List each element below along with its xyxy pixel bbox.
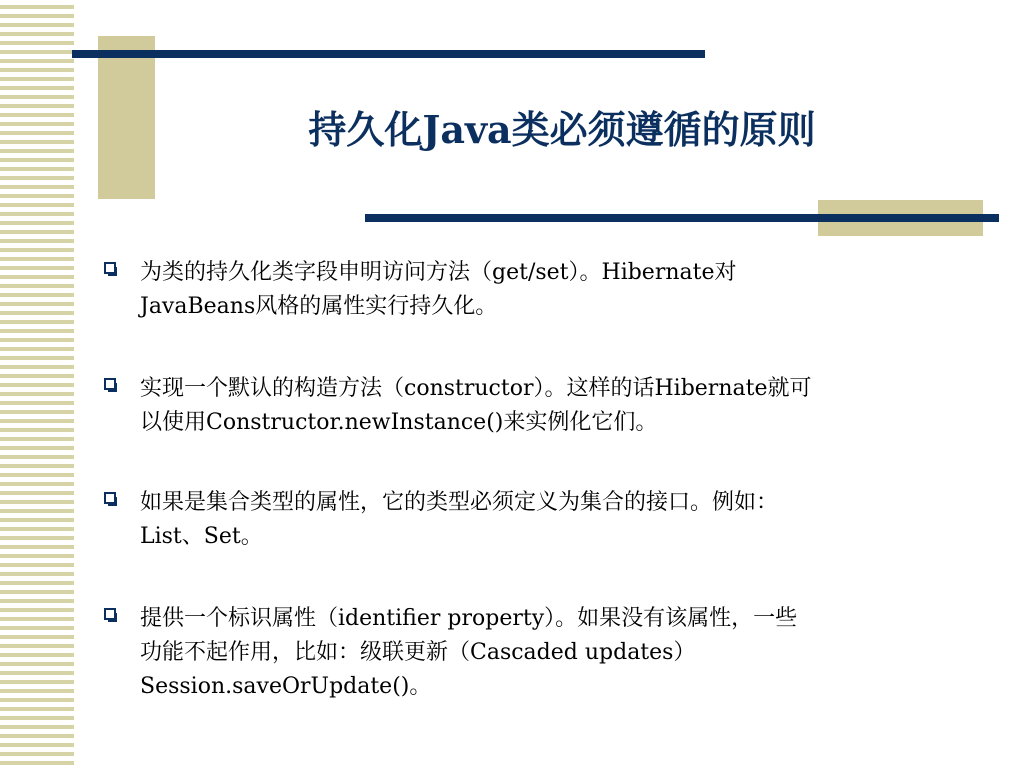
bullet-item bbox=[104, 372, 964, 440]
bullet-item bbox=[104, 486, 964, 554]
bullet-text: 提供一个标识属性（identifier property）。如果没有该属性，一些 功能不起作用，比如：级联更新（Cascaded updates） Session.saveOrUpdate()。 bbox=[140, 606, 798, 699]
bullet-text: 如果是集合类型的属性，它的类型必须定义为集合的接口。例如： List、Set。 bbox=[140, 490, 779, 549]
bullet-item bbox=[104, 256, 964, 324]
checkbox-bullet-icon bbox=[104, 608, 116, 620]
decorative-block-left bbox=[98, 36, 155, 199]
bullet-text: 为类的持久化类字段申明访问方法（get/set）。Hibernate对 JavaBeans风格的属性实行持久化。 bbox=[140, 260, 737, 319]
checkbox-bullet-icon bbox=[104, 378, 116, 390]
checkbox-bullet-icon bbox=[104, 492, 116, 504]
bullet-text: 实现一个默认的构造方法（constructor）。这样的话Hibernate就可 以使用Constructor.newInstance()来实例化它们。 bbox=[140, 376, 812, 435]
decorative-bar-bottom bbox=[365, 214, 999, 222]
bullet-item bbox=[104, 602, 964, 704]
slide-title: 持久化Java类必须遵循的原则 bbox=[308, 107, 816, 152]
decorative-bar-top bbox=[72, 50, 705, 58]
decorative-stripes bbox=[0, 0, 74, 768]
checkbox-bullet-icon bbox=[104, 262, 116, 274]
